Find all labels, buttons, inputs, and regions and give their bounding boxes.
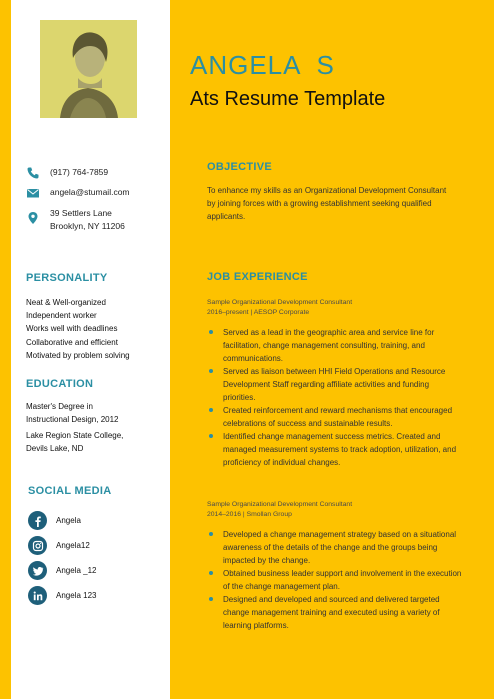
instagram-icon[interactable] bbox=[28, 536, 47, 555]
contact-address bbox=[26, 207, 125, 233]
job-1-role: Sample Organizational Development Consultant bbox=[207, 299, 353, 306]
education-school bbox=[26, 429, 123, 455]
list-item: Obtained business leader support and involvement in the execution of the change management plan. bbox=[207, 567, 463, 593]
contact-email bbox=[26, 186, 130, 200]
list-item: Developed a change management strategy based on a situational awareness of the details of the change and the groups being impacted by the change. bbox=[207, 528, 463, 567]
address-line-2: Brooklyn, NY 11206 bbox=[50, 221, 125, 231]
candidate-name: ANGELA S bbox=[190, 50, 335, 80]
objective-text: To enhance my skills as an Organizational Development Consultant by joining forces with a growing establishment seeking qualified applicants. bbox=[207, 186, 447, 221]
school-line-2: Devils Lake, ND bbox=[26, 444, 84, 453]
job-2-role: Sample Organizational Development Consultant bbox=[207, 501, 353, 508]
personality-title: PERSONALITY bbox=[26, 272, 108, 284]
envelope-icon bbox=[26, 186, 40, 200]
address-line-1: 39 Settlers Lane bbox=[50, 208, 112, 218]
contact-phone bbox=[26, 166, 108, 180]
list-item: Served as a lead in the geographic area and service line for facilitation, change management consulting, training, and communications. bbox=[207, 326, 463, 365]
job-1-period: 2016–present | AESOP Corporate bbox=[207, 309, 310, 316]
facebook-icon[interactable] bbox=[28, 511, 47, 530]
list-item: Collaborative and efficient bbox=[26, 337, 118, 347]
linkedin-label[interactable]: Angela 123 bbox=[56, 591, 97, 600]
instagram-label[interactable]: Angela12 bbox=[56, 541, 90, 550]
phone-text: (917) 764-7859 bbox=[50, 167, 109, 177]
personality-list bbox=[26, 296, 130, 362]
job-experience-title: JOB EXPERIENCE bbox=[207, 271, 308, 283]
social-twitter[interactable] bbox=[28, 561, 96, 580]
social-facebook[interactable] bbox=[28, 511, 81, 530]
job-1-bullets bbox=[207, 326, 463, 469]
social-media-title: SOCIAL MEDIA bbox=[28, 485, 112, 497]
phone-icon bbox=[26, 166, 40, 180]
job-1-header bbox=[207, 298, 352, 318]
location-pin-icon bbox=[26, 211, 40, 225]
list-item: Served as liaison between HHI Field Operations and Resource Development Staff regarding affiliate activities and funding priorities. bbox=[207, 365, 463, 404]
job-2-header bbox=[207, 500, 352, 520]
list-item: Identified change management success metrics. Created and managed measurement systems to track adoption, utilization, and proficiency of individual changes. bbox=[207, 430, 463, 469]
social-linkedin[interactable] bbox=[28, 586, 96, 605]
list-item: Works well with deadlines bbox=[26, 324, 118, 334]
linkedin-icon[interactable] bbox=[28, 586, 47, 605]
list-item: Motivated by problem solving bbox=[26, 350, 130, 360]
list-item: Designed and developed and sourced and delivered targeted change management training and executed using a variety of learning platforms. bbox=[207, 593, 463, 632]
objective-title: OBJECTIVE bbox=[207, 161, 273, 173]
twitter-label[interactable]: Angela _12 bbox=[56, 566, 97, 575]
job-2-bullets bbox=[207, 528, 463, 632]
email-text: angela@stumail.com bbox=[50, 187, 130, 197]
education-title: EDUCATION bbox=[26, 378, 94, 390]
school-line-1: Lake Region State College, bbox=[26, 431, 124, 440]
education-degree bbox=[26, 400, 119, 426]
left-accent-stripe bbox=[0, 0, 11, 699]
list-item: Neat & Well-organized bbox=[26, 298, 106, 307]
profile-photo bbox=[40, 20, 137, 118]
twitter-icon[interactable] bbox=[28, 561, 47, 580]
job-2-period: 2014–2016 | Smollan Group bbox=[207, 511, 292, 518]
social-instagram[interactable] bbox=[28, 536, 90, 555]
degree-line-1: Master's Degree in bbox=[26, 402, 93, 411]
list-item: Independent worker bbox=[26, 311, 97, 321]
resume-subtitle: Ats Resume Template bbox=[190, 88, 386, 110]
facebook-label[interactable]: Angela bbox=[56, 516, 81, 525]
degree-line-2: Instructional Design, 2012 bbox=[26, 415, 119, 424]
list-item: Created reinforcement and reward mechanisms that encouraged celebrations of success and sustainable results. bbox=[207, 404, 463, 430]
